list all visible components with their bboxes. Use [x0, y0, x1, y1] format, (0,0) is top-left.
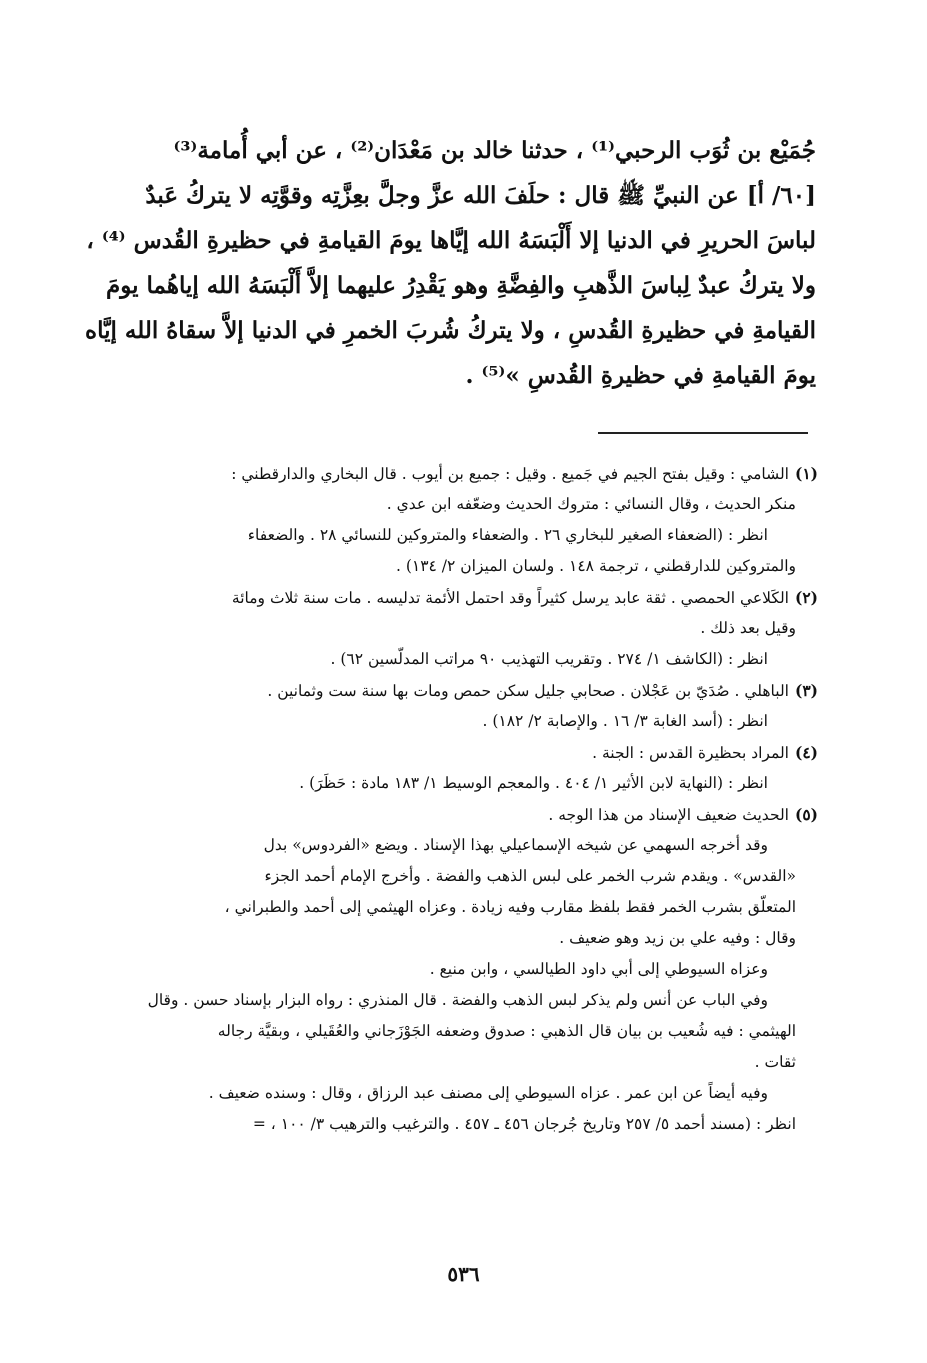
footnote-text: وقال : وفيه علي بن زيد وهو ضعيف .: [559, 929, 796, 947]
footnote-line: [108, 985, 818, 1016]
footnote-text: الهيثمي : فيه شُعيب بن بيان قال الذهبي : صدوق وضعفه الجَوْزَجاني والعُقَيلي ، وبقيَّة رجاله: [217, 1022, 796, 1040]
footnote-line: [108, 458, 818, 489]
footnote-line: [108, 613, 818, 644]
footnote-number: (١): [794, 464, 818, 483]
footnote-number: (٥): [794, 805, 818, 824]
footnote-line: [108, 1016, 818, 1047]
footnote-text: الشامي : وقيل بفتح الجيم في جَميع . وقيل : جميع بن أيوب . قال البخاري والدارقطني :: [231, 465, 789, 483]
footnote-line: [108, 923, 818, 954]
footnote-line: [108, 892, 818, 923]
footnote-line: [108, 830, 818, 861]
footnote-line: [108, 954, 818, 985]
footnote-line: [108, 706, 818, 737]
footnote-text: الكَلاعي الحمصي . ثقة عابد يرسل كثيراً وقد احتمل الأئمة تدليسه . مات سنة ثلاث ومائة: [231, 589, 789, 607]
footnote-number: (٢): [794, 588, 818, 607]
footnote-line: [108, 551, 818, 582]
footnote-text: وفيه أيضاً عن ابن عمر . عزاه السيوطي إلى مصنف عبد الرزاق ، وقال : وسنده ضعيف .: [208, 1084, 768, 1102]
main-text-line: يومَ القيامةِ في حظيرةِ القُدسِ »⁽⁵⁾ .: [465, 362, 816, 389]
footnote-text: انظر : (النهاية لابن الأثير ١/ ٤٠٤ . والمعجم الوسيط ١/ ١٨٣ مادة : حَظَرَ) .: [299, 774, 768, 792]
footnote-text: انظر : (أسد الغابة ٣/ ١٦ . والإصابة ٢/ ١٨٢) .: [482, 712, 768, 730]
footnote-text: انظر : (مسند أحمد ٥/ ٢٥٧ وتاريخ جُرجان ٤٥٦ ـ ٤٥٧ . والترغيب والترهيب ٣/ ١٠٠ ، =: [252, 1115, 796, 1133]
footnote-line: [108, 489, 818, 520]
footnote-text: المتعلّق بشرب الخمر فقط بلفظ مقارب وفيه زيادة . وعزاه الهيثمي إلى أحمد والطبراني ،: [224, 898, 796, 916]
main-text-line: لباسَ الحريرِ في الدنيا إلا أَلْبَسَهُ الله إيَّاها يومَ القيامةِ في حظيرةِ القُدس ⁽⁴⁾ ،: [86, 227, 816, 254]
footnote-line: [108, 1109, 818, 1140]
footnote-text: الحديث ضعيف الإسناد من هذا الوجه .: [548, 806, 789, 824]
main-text-line: [٦٠/ أ] عن النبيِّ ﷺ قال : حلَفَ الله عزَّ وجلَّ بعِزَّتِه وقوَّتِه لا يتركُ عَبدٌ: [145, 182, 816, 209]
footnote-text: انظر : (الكاشف ١/ ٢٧٤ . وتقريب التهذيب ٩٠ مراتب المدلّسين ٦٢) .: [330, 650, 768, 668]
footnote-number: (٤): [794, 743, 818, 762]
footnote-line: [108, 520, 818, 551]
footnote-line: [108, 675, 818, 706]
page-number: ٥٣٦: [447, 1262, 480, 1286]
footnote-line: [108, 737, 818, 768]
footnote-text: وفي الباب عن أنس ولم يذكر لبس الذهب والفضة . قال المنذري : رواه البزار بإسناد حسن . وقال: [147, 991, 768, 1009]
footnote-line: [108, 861, 818, 892]
footnote-line: [108, 644, 818, 675]
footnote-line: [108, 799, 818, 830]
footnote-line: [108, 768, 818, 799]
footnote-text: والمتروكين للدارقطني ، ترجمة ١٤٨ . ولسان الميزان ٢/ ١٣٤) .: [395, 557, 796, 575]
footnote-text: الباهلي . صُدَيّ بن عَجْلان . صحابي جليل سكن حمص ومات بها سنة ست وثمانين .: [267, 682, 789, 700]
footnote-number: (٣): [794, 681, 818, 700]
footnote-text: وقد أخرجه السهمي عن شيخه الإسماعيلي بهذا الإسناد . ويضع «الفردوس» بدل: [263, 836, 768, 854]
footnote-text: وعزاه السيوطي إلى أبي داود الطيالسي ، وابن منيع .: [429, 960, 768, 978]
footnote-text: وقيل بعد ذلك .: [700, 619, 796, 637]
footnote-text: «القدس» . ويقدم شرب الخمر على لبس الذهب والفضة . وأخرج الإمام أحمد الجزء: [264, 867, 796, 885]
footnote-text: منكر الحديث ، وقال النسائي : متروك الحديث وضعّفه ابن عدي .: [386, 495, 796, 513]
main-text-line: ولا يتركُ عبدٌ لِباسَ الذَّهبِ والفِضَّةِ وهو يَقْدِرُ عليهما إلاَّ أَلْبَسَهُ الله إياهُما يومَ: [106, 272, 816, 299]
footnote-line: [108, 1047, 818, 1078]
footnote-line: [108, 582, 818, 613]
main-text-block: [85, 128, 816, 398]
footnote-text: المراد بحظيرة القدس : الجنة .: [592, 744, 789, 762]
main-text-line: جُمَيْع بن ثُوَب الرحبي⁽¹⁾ ، حدثنا خالد بن مَعْدَان⁽²⁾ ، عن أبي أُمامة⁽³⁾: [173, 137, 816, 164]
main-text-line: القيامةِ في حظيرةِ القُدسِ ، ولا يتركُ شُربَ الخمرِ في الدنيا إلاَّ سقاهُ الله إيَّاه: [85, 317, 816, 344]
footnote-text: انظر : (الضعفاء الصغير للبخاري ٢٦ . والضعفاء والمتروكين للنسائي ٢٨ . والضعفاء: [247, 526, 768, 544]
footnote-text: ثقات .: [754, 1053, 796, 1071]
footnotes-block: [108, 458, 818, 1140]
footnote-separator: [598, 432, 808, 434]
footnote-line: [108, 1078, 818, 1109]
